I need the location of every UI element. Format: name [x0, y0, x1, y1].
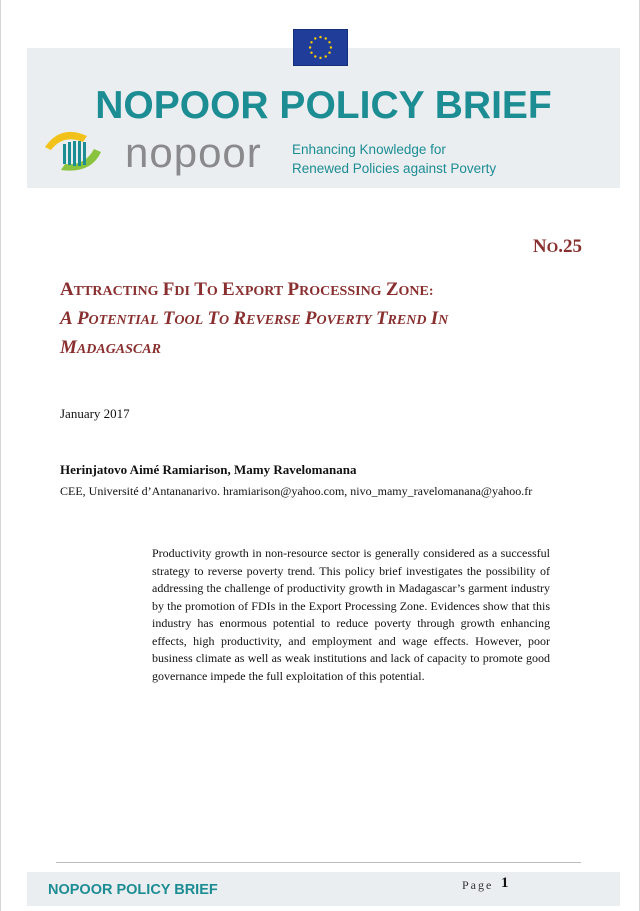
page-number: 1	[501, 875, 509, 891]
eu-star	[309, 46, 311, 48]
footer-series-title: NOPOOR POLICY BRIEF	[48, 882, 218, 898]
authors: Herinjatovo Aimé Ramiarison, Mamy Ravelomanana	[60, 462, 357, 477]
nopoor-wordmark: nopoor	[125, 129, 262, 176]
abstract: Productivity growth in non-resource sector is generally considered as a successful strategy to reverse poverty trend. This policy brief investigates the possibility of addressing the challenge of productivity growth in Madagascar’s garment industry by the promotion of FDIs in the Export Processing Zone. Evidences show that this industry has enormous potential to reduce poverty through growth enhancing effects, high productivity, and employment and wage effects. However, poor business climate as well as weak institutions and lack of capacity to promote good governance impede the full exploitation of this potential.	[152, 546, 550, 683]
title-line-2: A POTENTIAL TOOL TO REVERSE POVERTY TREND IN	[60, 308, 449, 329]
footer-banner	[27, 872, 620, 906]
issue-prefix-o: O	[546, 240, 559, 256]
footer-divider	[56, 862, 581, 863]
page-label: Page	[462, 878, 494, 892]
eu-star	[314, 37, 316, 39]
eu-flag-icon	[293, 29, 348, 66]
tagline	[292, 140, 496, 178]
eu-star	[328, 41, 330, 43]
eu-star	[330, 46, 332, 48]
brief-series-title: NOPOOR POLICY BRIEF	[95, 84, 552, 127]
publication-date: January 2017	[60, 406, 130, 421]
tagline-line-2: Renewed Policies against Poverty	[292, 161, 497, 176]
eu-star	[319, 57, 321, 59]
issue-number	[533, 236, 582, 258]
eu-star	[328, 51, 330, 53]
eu-star	[324, 55, 326, 57]
issue-number-value: .25	[558, 236, 582, 257]
header-banner	[27, 48, 620, 188]
eu-star	[310, 41, 312, 43]
issue-prefix-n: N	[532, 236, 547, 257]
eu-star	[324, 37, 326, 39]
title-line-1: ATTRACTING FDI TO EXPORT PROCESSING ZONE:	[60, 279, 434, 300]
brief-title	[60, 276, 560, 363]
affiliation: CEE, Université d’Antananarivo. hramiarison@yahoo.com, nivo_mamy_ravelomanana@yahoo.fr	[60, 484, 533, 498]
eu-star	[310, 51, 312, 53]
eu-star	[314, 55, 316, 57]
tagline-line-1: Enhancing Knowledge for	[292, 142, 446, 157]
title-line-3: MADAGASCAR	[60, 337, 161, 358]
eu-star	[319, 36, 321, 38]
nopoor-logo-icon	[43, 130, 103, 172]
